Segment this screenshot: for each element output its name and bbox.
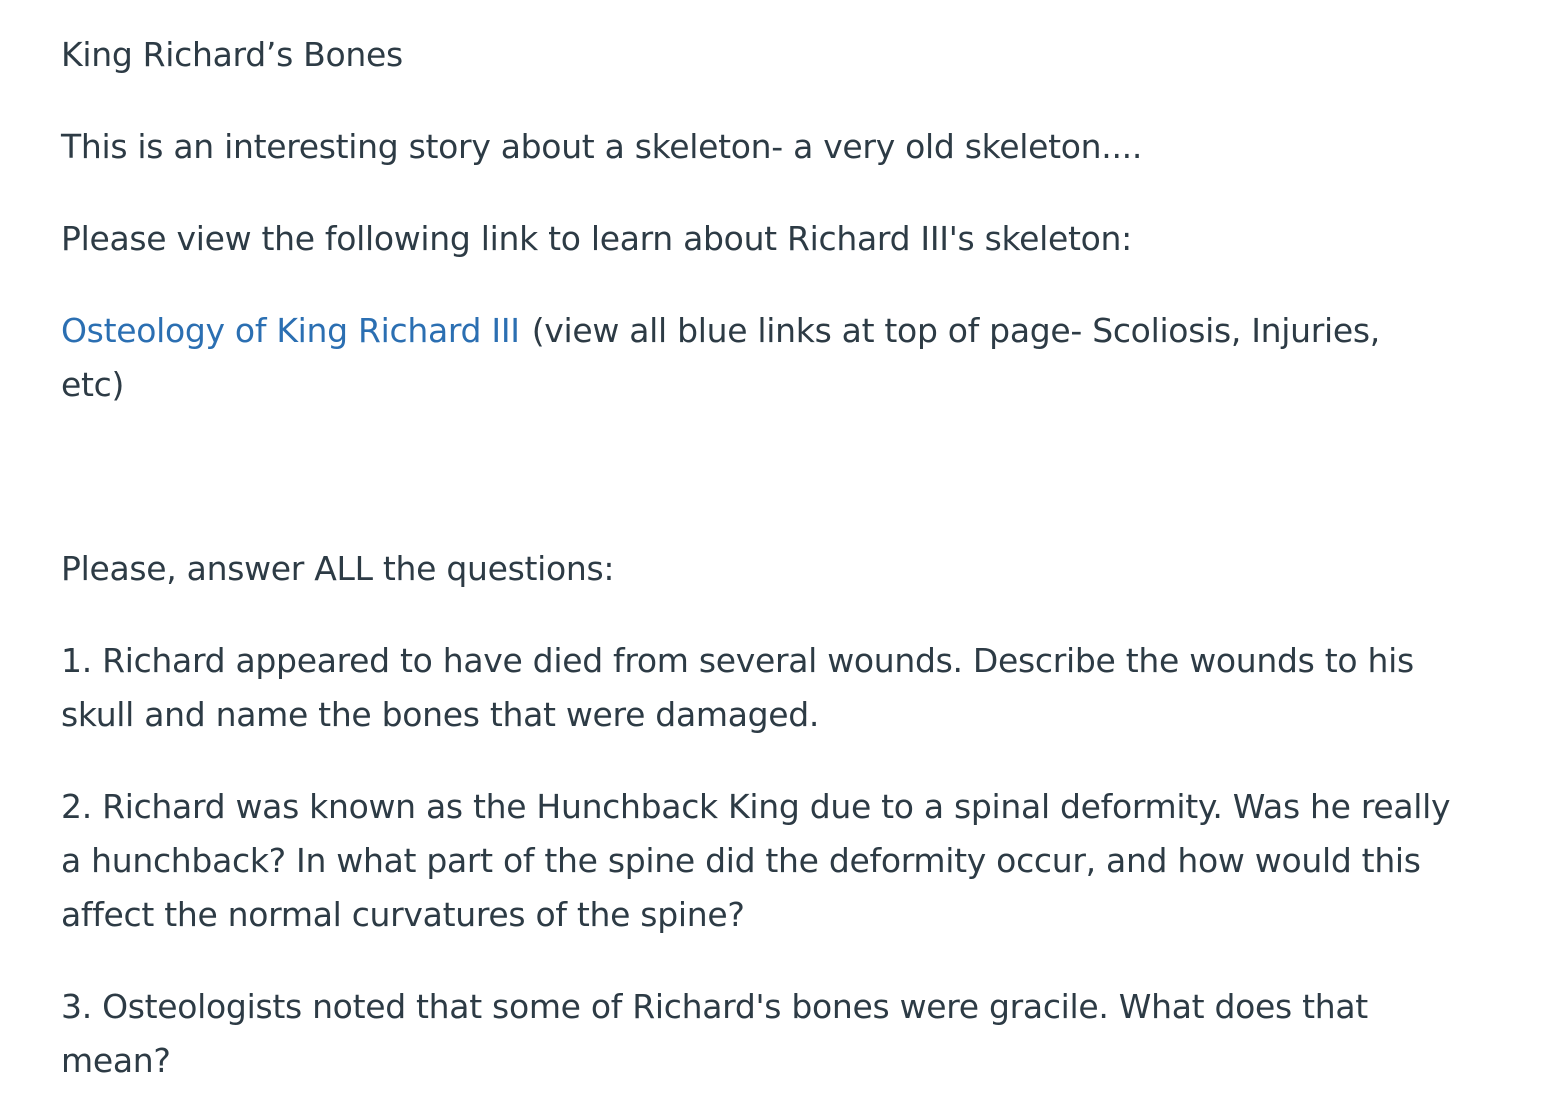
answer-all-paragraph: Please, answer ALL the questions:	[61, 549, 615, 588]
osteology-link[interactable]: Osteology of King Richard III	[61, 311, 520, 350]
question-item-3: 3. Osteologists noted that some of Richard's bones were gracile. What does that mean?	[61, 987, 1368, 1080]
questions-list	[61, 634, 1453, 1088]
question-item-1: 1. Richard appeared to have died from several wounds. Describe the wounds to his skull and name the bones that were damaged.	[61, 641, 1414, 734]
view-prompt-paragraph: Please view the following link to learn about Richard III's skeleton:	[61, 219, 1132, 258]
link-suffix-text: (view all blue links at top of page- Scoliosis, Injuries, etc)	[61, 311, 1380, 404]
link-paragraph	[61, 304, 1453, 412]
question-item-2: 2. Richard was known as the Hunchback King due to a spinal deformity. Was he really a hunchback? In what part of the spine did the deformity occur, and how would this affect the normal curvatures of the spine?	[61, 787, 1451, 934]
document-title: King Richard’s Bones	[61, 35, 403, 74]
intro-paragraph: This is an interesting story about a skeleton- a very old skeleton....	[61, 127, 1143, 166]
